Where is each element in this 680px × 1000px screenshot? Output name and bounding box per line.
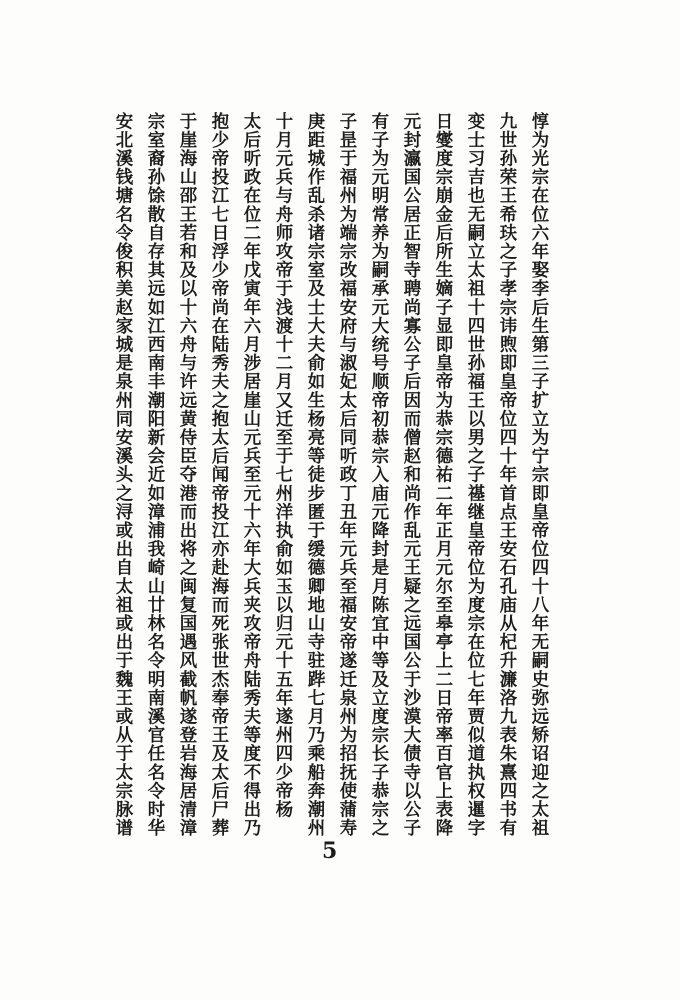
text-column-10: 太后听政在位二年戊寅年六月涉居崖山元兵至元十六年大兵夹攻帝舟陆秀夫等度不得出乃: [240, 112, 260, 838]
text-column-3: 变士习吉也无嗣立太祖十四世孙福王以男之子禥继皇帝位为度宗在位七年贾似道执权暹字: [464, 112, 484, 838]
text-column-9: 十月元兵与舟师攻帝于浅渡十二月又迁至于七州洋执俞如玉以归元十五年遂州四少帝杨: [272, 112, 292, 819]
text-column-6: 有子为元明常养为嗣承元大统号顺帝初恭宗入庙元降封是月陈宜中等及立度宗长子恭宗之: [368, 112, 388, 838]
text-column-4: 日燮度宗崩金后所生嫡子显即皇帝为恭宗德祐二年正月元尔至皋亭上二日帝率百官上表降: [432, 112, 452, 838]
text-column-11: 抱少帝投江七日浮少帝尚在陆秀夫之抱太后闻帝投江亦赴海而死张世杰奉帝王及太后尸葬: [208, 112, 228, 838]
page-number: 5: [322, 838, 338, 864]
text-column-13: 宗室裔孙馀散自存其远如江西南丰潮阳新会近如漳浦我崎山廿林名令明南溪官任名令时华: [144, 112, 164, 838]
text-column-8: 庚距城作乱杀诸宗室及士大夫俞如生杨亮等徒步匿于缓德卿地山寺驻跸七月乃乘船奔潮州: [304, 112, 324, 838]
vertical-text-block: [108, 112, 552, 852]
text-column-2: 九世孙荣王希玞之子孝宗讳煦即皇帝位四十年首点王安石孔庙从杞升濂洛九表朱熹四书有: [496, 112, 516, 838]
text-column-7: 子昰于福州为端宗改福安府与淑妃太后同听政丁丑年元兵至福安帝遂迁泉州为招抚使蒲寿: [336, 112, 356, 838]
text-column-1: 惇为光宗在位六年娶李后生第三子扩立为宁宗即皇帝位四十八年无嗣史弥远矫诏迎之太祖: [528, 112, 548, 838]
text-column-5: 元封瀛国公居正智寺聘尚寡公子后因而僧赵和尚作乱元王疑之远国公于沙漠大债寺以公子: [400, 112, 420, 838]
text-column-12: 于崖海山邵王若和及以十六舟与许远黄侍臣夺港而出将之闽复国遇风截帆遂登岩海居清漳: [176, 112, 196, 838]
text-column-14: 安北溪钱塘名令俊积美赵家城是泉州同安溪头之浔或出自太祖或出于魏王或从于太宗脉谱: [112, 112, 132, 838]
